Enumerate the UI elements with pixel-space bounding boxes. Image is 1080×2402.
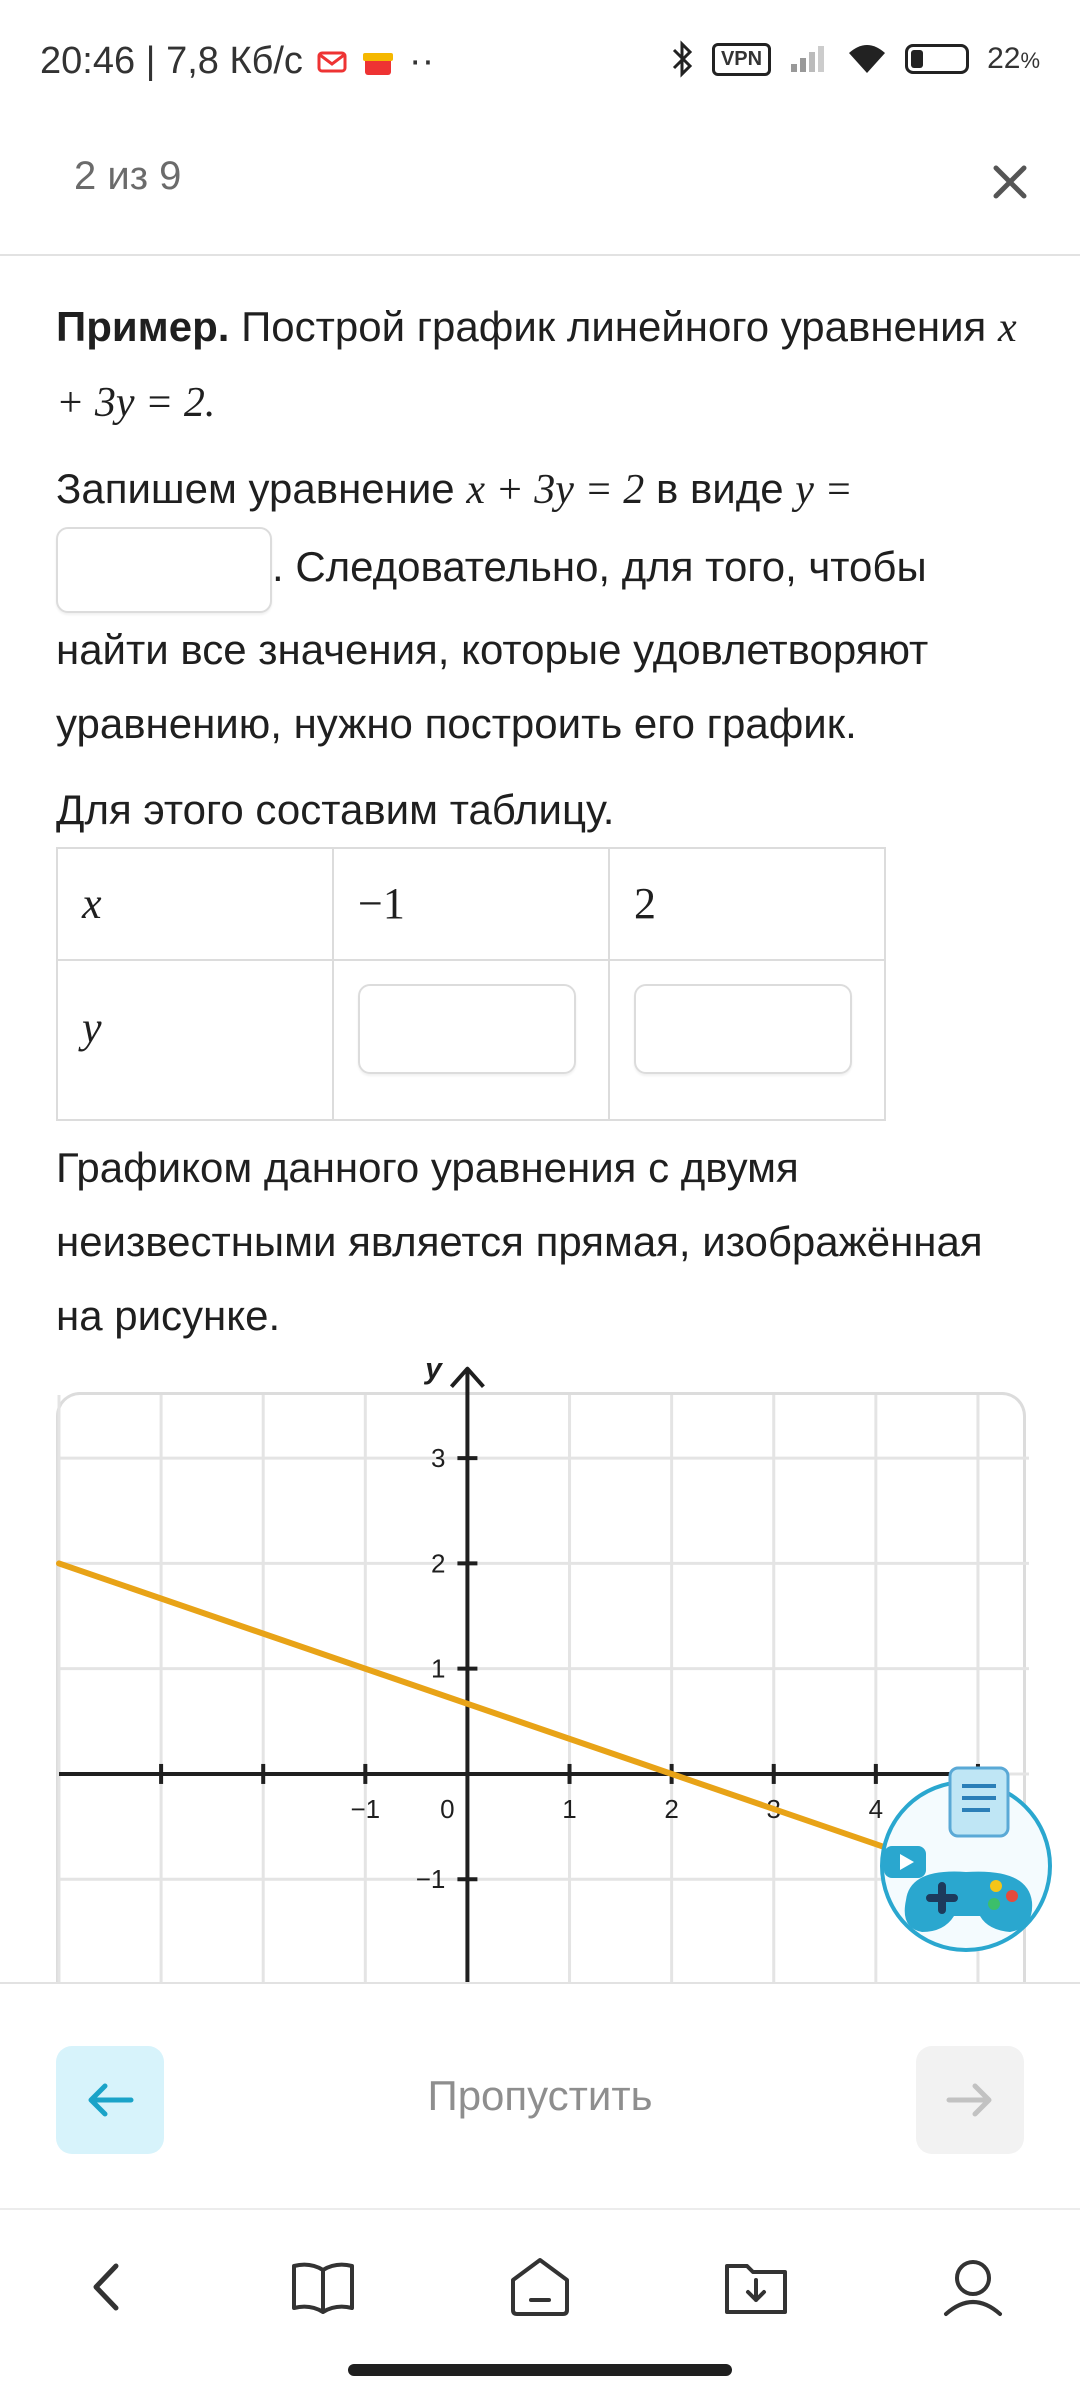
- table-cell-y-2: [609, 960, 885, 1120]
- table-cell-y-1: [333, 960, 609, 1120]
- value-table: [56, 847, 886, 1121]
- home-icon[interactable]: [505, 2252, 575, 2322]
- rewrite-mid: в виде: [655, 465, 784, 512]
- example-equation: x + 3y = 2.: [56, 305, 1017, 426]
- game-assistant-icon[interactable]: [870, 1760, 1056, 1960]
- next-button[interactable]: [916, 2046, 1024, 2154]
- gift-icon: [361, 45, 395, 79]
- answer-input-y1[interactable]: [358, 984, 576, 1074]
- chevron-left-icon[interactable]: [72, 2252, 142, 2322]
- battery-percent: 22%: [987, 42, 1040, 75]
- x-tick-label: 1: [562, 1793, 577, 1824]
- signal-icon: [789, 44, 829, 74]
- table-cell-x-2: 2: [609, 848, 885, 960]
- example-text: Построй график линейного уравнения: [241, 303, 987, 350]
- status-bar: [0, 0, 1080, 130]
- vpn-badge: VPN: [712, 43, 771, 76]
- example-label: Пример.: [56, 303, 230, 350]
- table-cell-x-1: −1: [333, 848, 609, 960]
- rewrite-equation: x + 3y = 2: [466, 467, 645, 513]
- y-axis-label: y: [425, 1352, 442, 1386]
- profile-icon[interactable]: [938, 2252, 1008, 2322]
- answer-input-y2[interactable]: [634, 984, 852, 1074]
- book-icon[interactable]: [288, 2252, 358, 2322]
- rewrite-prefix: Запишем уравнение: [56, 465, 455, 512]
- status-time-speed: 20:46 | 7,8 Кб/с: [40, 40, 303, 82]
- series-line: [59, 1563, 978, 1879]
- lesson-header: [0, 130, 1080, 256]
- answer-input-y[interactable]: [56, 527, 272, 613]
- x-tick-label: −1: [350, 1793, 381, 1824]
- rewrite-paragraph: [56, 452, 1026, 761]
- y-tick-label: 3: [430, 1443, 446, 1474]
- table-cell-y-label: y: [57, 960, 333, 1120]
- table-cell-x-label: x: [57, 848, 333, 960]
- x-tick-label: 0: [440, 1793, 455, 1824]
- y-tick-label: 1: [430, 1653, 446, 1684]
- home-indicator: [348, 2364, 732, 2376]
- table-intro: Для этого составим таблицу.: [56, 786, 615, 833]
- mail-icon: [317, 50, 347, 74]
- rewrite-suffix: . Следовательно, для того, чтобы найти все значения, которые удовлетворяют уравнению, нужно построить его график.: [56, 543, 929, 747]
- status-more: ··: [408, 40, 435, 82]
- graph-description: Графиком данного уравнения с двумя неизвестными является прямая, изображённая на рисунке.: [56, 1144, 983, 1339]
- x-tick-label: 4: [868, 1793, 884, 1824]
- bluetooth-icon: [670, 40, 694, 78]
- table-row-y: [57, 960, 885, 1120]
- close-icon[interactable]: [980, 152, 1040, 212]
- y-tick-label: −1: [415, 1864, 446, 1895]
- folder-download-icon[interactable]: [721, 2252, 791, 2322]
- lesson-footer: [0, 1982, 1080, 2210]
- x-tick-label: 3: [766, 1793, 781, 1824]
- y-tick-label: 2: [430, 1548, 446, 1579]
- x-tick-label: 2: [664, 1793, 679, 1824]
- arrow-right-icon: [945, 2080, 995, 2120]
- table-row-x: [57, 848, 885, 960]
- skip-button[interactable]: Пропустить: [427, 2072, 653, 2119]
- step-counter: 2 из 9: [74, 154, 182, 198]
- arrow-left-icon: [85, 2080, 135, 2120]
- rewrite-y: y =: [795, 467, 853, 513]
- lesson-content: [56, 290, 1026, 1365]
- back-button[interactable]: [56, 2046, 164, 2154]
- wifi-icon: [847, 43, 887, 75]
- example-paragraph: [56, 290, 1026, 440]
- battery-icon: [905, 44, 969, 74]
